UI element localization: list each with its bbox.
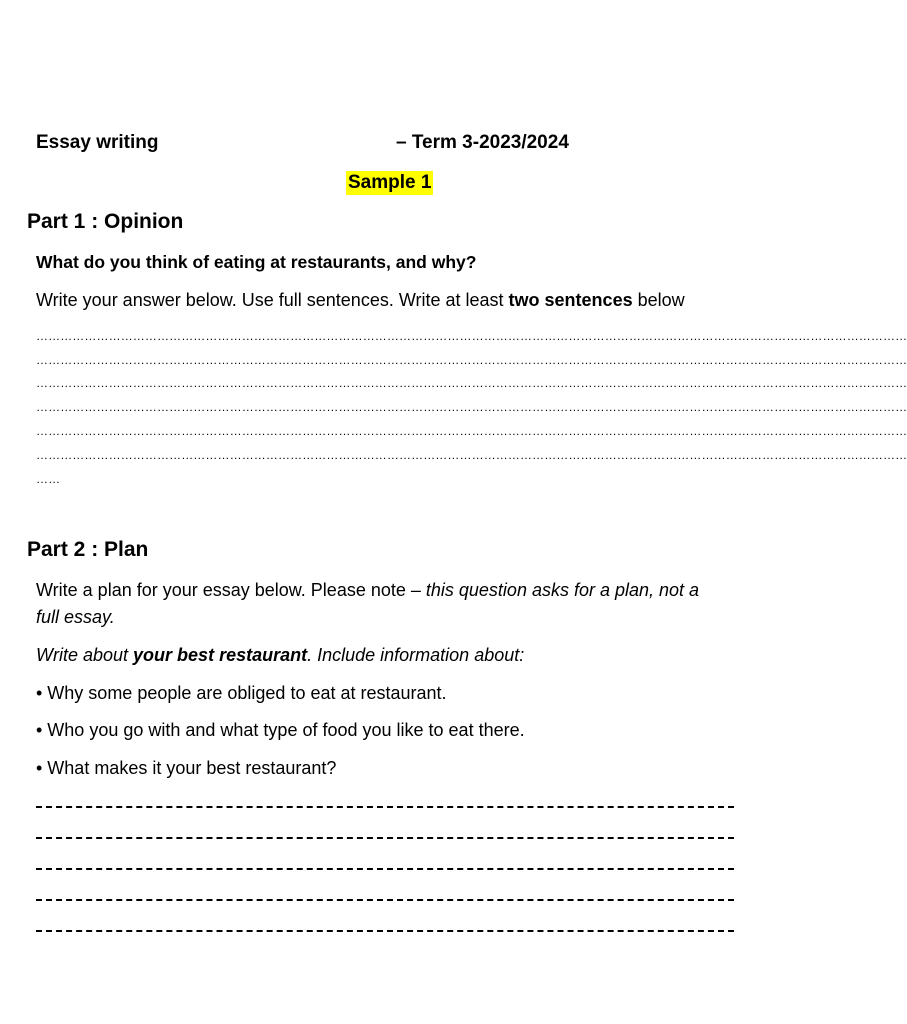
bullet-item: • Why some people are obliged to eat at restaurant.	[36, 683, 447, 703]
plan-line[interactable]	[36, 837, 734, 839]
sample-label: Sample 1	[348, 172, 432, 193]
part1-instruction-end: below	[632, 290, 685, 310]
part2-instruction-note-cont: full essay.	[36, 607, 115, 627]
document-title: Essay writing	[36, 132, 159, 153]
write-about-include: . Include information about:	[307, 645, 525, 665]
part2-instruction-text: Write a plan for your essay below. Please note –	[36, 580, 426, 600]
plan-line[interactable]	[36, 868, 734, 870]
part2-instruction	[36, 580, 699, 601]
answer-line[interactable]: ………………………………………………………………………………………………………………………………………………………………………………………………	[36, 400, 907, 414]
part1-instruction-text: Write your answer below. Use full sentences. Write at least	[36, 290, 509, 310]
part1-instruction	[36, 290, 685, 311]
bullet-item: • Who you go with and what type of food you like to eat there.	[36, 720, 525, 740]
plan-line[interactable]	[36, 806, 734, 808]
answer-line[interactable]: ………………………………………………………………………………………………………………………………………………………………………………………………	[36, 353, 907, 367]
part2-heading: Part 2 : Plan	[27, 538, 149, 561]
plan-line[interactable]	[36, 930, 734, 932]
part2-instruction-note: this question asks for a plan, not a	[425, 580, 700, 600]
part1-instruction-emphasis: two sentences	[508, 290, 633, 310]
part2-write-about	[36, 645, 524, 666]
part1-question: What do you think of eating at restaurants, and why?	[36, 252, 477, 272]
part1-heading: Part 1 : Opinion	[27, 210, 184, 233]
plan-line[interactable]	[36, 899, 734, 901]
write-about-text: Write about	[36, 645, 134, 665]
answer-line[interactable]: ………………………………………………………………………………………………………………………………………………………………………………………………	[36, 424, 907, 438]
answer-line[interactable]: ………………………………………………………………………………………………………………………………………………………………………………………………	[36, 376, 907, 390]
bullet-item: • What makes it your best restaurant?	[36, 758, 337, 778]
answer-line[interactable]: ……	[36, 472, 61, 486]
term-label: – Term 3-2023/2024	[396, 132, 569, 153]
answer-line[interactable]: ………………………………………………………………………………………………………………………………………………………………………………………………	[36, 448, 907, 462]
write-about-topic: your best restaurant	[133, 645, 308, 665]
answer-line[interactable]: ………………………………………………………………………………………………………………………………………………………………………………………………	[36, 329, 907, 343]
